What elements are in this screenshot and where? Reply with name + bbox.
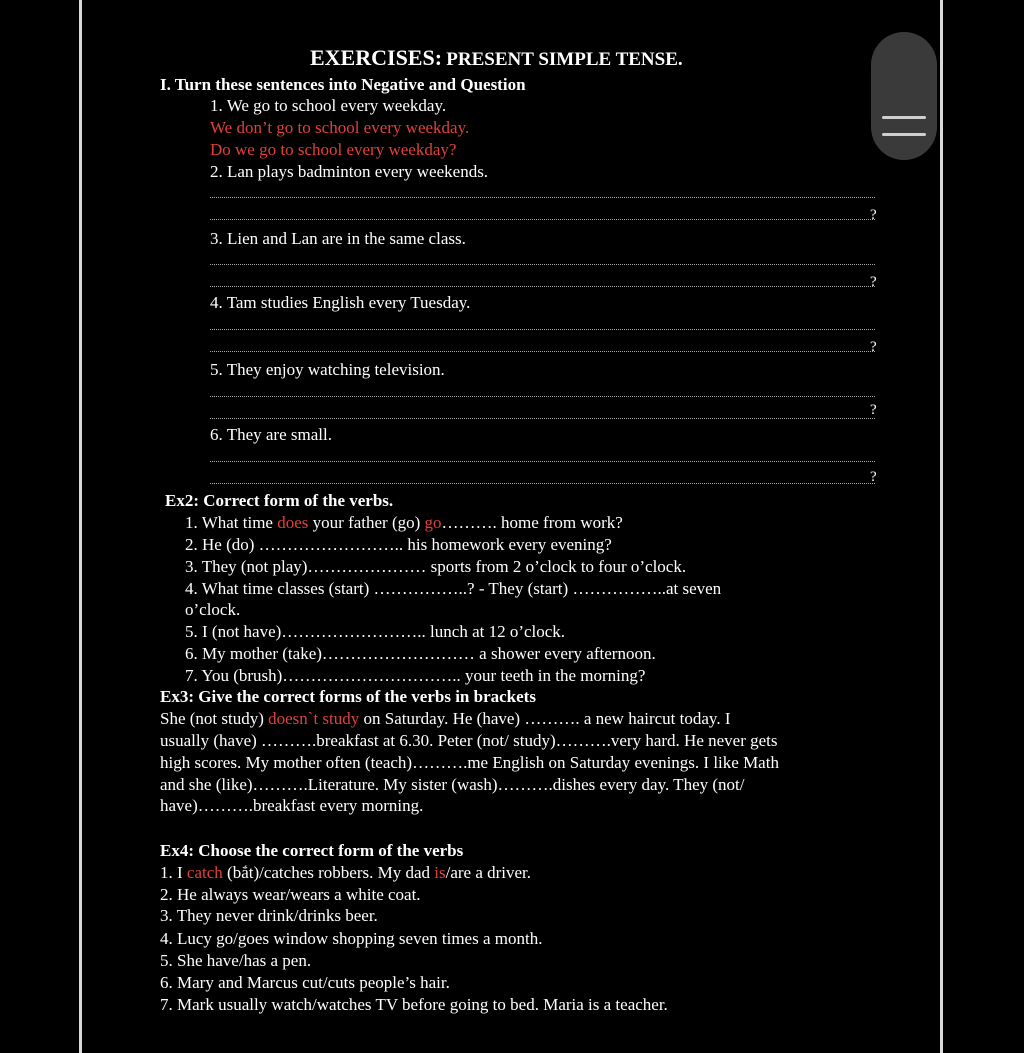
scroll-handle[interactable] (871, 32, 937, 160)
ex2-l1-text-b: your father (go) (308, 513, 425, 532)
answer-line (210, 219, 875, 220)
ex2-line-5: 5. I (not have)…………………….. lunch at 12 o’clock. (185, 622, 566, 641)
ex2-line-7: 7. You (brush)………………………….. your teeth in the morning? (185, 666, 646, 685)
ex2-l1-answer-does: does (277, 513, 309, 532)
ex3-paragraph-line-2: usually (have) ……….breakfast at 6.30. Peter (not/ study)……….very hard. He never gets (160, 731, 778, 750)
handle-grip-line (882, 133, 926, 136)
ex1-answer-negative: We don’t go to school every weekday. (210, 118, 470, 137)
question-mark: ? (870, 207, 877, 223)
ex4-line-5: 5. She have/has a pen. (160, 951, 312, 970)
answer-line (210, 461, 875, 462)
answer-line (210, 264, 875, 265)
ex2-line-4-cont: o’clock. (185, 600, 241, 619)
ex3-p1-text-b: on Saturday. He (have) ………. a new haircut today. I (359, 709, 731, 728)
answer-line (210, 197, 875, 198)
title-sub: PRESENT SIMPLE TENSE. (446, 49, 683, 70)
ex4-l1-text-b: (bắt)/catches robbers. My dad (222, 863, 435, 882)
ex4-line-1 (160, 863, 531, 883)
question-mark: ? (870, 469, 877, 485)
ex1-heading: I. Turn these sentences into Negative and Question (160, 75, 526, 94)
ex2-l1-text-c: ………. home from work? (441, 513, 623, 532)
ex4-l1-answer-catch: catch (186, 863, 223, 882)
ex1-sentence-3: 3. Lien and Lan are in the same class. (210, 229, 466, 248)
ex1-sentence-1: 1. We go to school every weekday. (210, 96, 447, 115)
ex2-line-1 (185, 513, 623, 533)
answer-line (210, 351, 875, 352)
ex4-line-6: 6. Mary and Marcus cut/cuts people’s hair. (160, 973, 450, 992)
ex4-line-2: 2. He always wear/wears a white coat. (160, 885, 421, 904)
ex1-sentence-5: 5. They enjoy watching television. (210, 360, 445, 379)
question-mark: ? (870, 402, 877, 418)
ex2-line-4: 4. What time classes (start) ……………..? - They (start) ……………..at seven (185, 579, 722, 598)
answer-line (210, 329, 875, 330)
ex4-l1-text-c: /are a driver. (445, 863, 532, 882)
ex3-p1-answer: doesn`t study (268, 709, 360, 728)
ex2-heading: Ex2: Correct form of the verbs. (165, 491, 394, 510)
ex3-paragraph-line-5: have)……….breakfast every morning. (160, 796, 424, 815)
title-main: EXERCISES: (310, 45, 443, 70)
ex3-p1-text-a: She (not study) (160, 709, 269, 728)
question-mark: ? (870, 339, 877, 355)
answer-line (210, 286, 875, 287)
ex4-heading: Ex4: Choose the correct form of the verbs (160, 841, 464, 860)
ex4-line-3: 3. They never drink/drinks beer. (160, 906, 378, 925)
answer-line (210, 483, 875, 484)
ex4-line-4: 4. Lucy go/goes window shopping seven times a month. (160, 929, 543, 948)
handle-grip-line (882, 116, 926, 119)
question-mark: ? (870, 274, 877, 290)
ex1-sentence-2: 2. Lan plays badminton every weekends. (210, 162, 489, 181)
ex2-line-6: 6. My mother (take)……………………… a shower every afternoon. (185, 644, 656, 663)
answer-line (210, 396, 875, 397)
ex4-line-7: 7. Mark usually watch/watches TV before going to bed. Maria is a teacher. (160, 995, 668, 1014)
ex2-line-3: 3. They (not play)………………… sports from 2 o’clock to four o’clock. (185, 557, 687, 576)
ex1-sentence-6: 6. They are small. (210, 425, 332, 444)
ex3-paragraph-line-4: and she (like)……….Literature. My sister (wash)……….dishes every day. They (not/ (160, 775, 745, 794)
page-edge-right (940, 0, 943, 1053)
answer-line (210, 418, 875, 419)
ex3-paragraph-line-3: high scores. My mother often (teach)……….me English on Saturday evenings. I like Math (160, 753, 779, 772)
ex2-l1-text-a: 1. What time (185, 513, 278, 532)
ex4-l1-answer-is: is (434, 863, 446, 882)
ex2-line-2: 2. He (do) …………………….. his homework every evening? (185, 535, 612, 554)
ex3-heading: Ex3: Give the correct forms of the verbs in brackets (160, 687, 536, 706)
page-title (310, 45, 683, 70)
ex2-l1-answer-go: go (424, 513, 442, 532)
page-edge-left (79, 0, 82, 1053)
ex3-paragraph-line-1 (160, 709, 730, 729)
ex1-answer-question: Do we go to school every weekday? (210, 140, 457, 159)
ex1-sentence-4: 4. Tam studies English every Tuesday. (210, 293, 471, 312)
ex4-l1-text-a: 1. I (160, 863, 187, 882)
